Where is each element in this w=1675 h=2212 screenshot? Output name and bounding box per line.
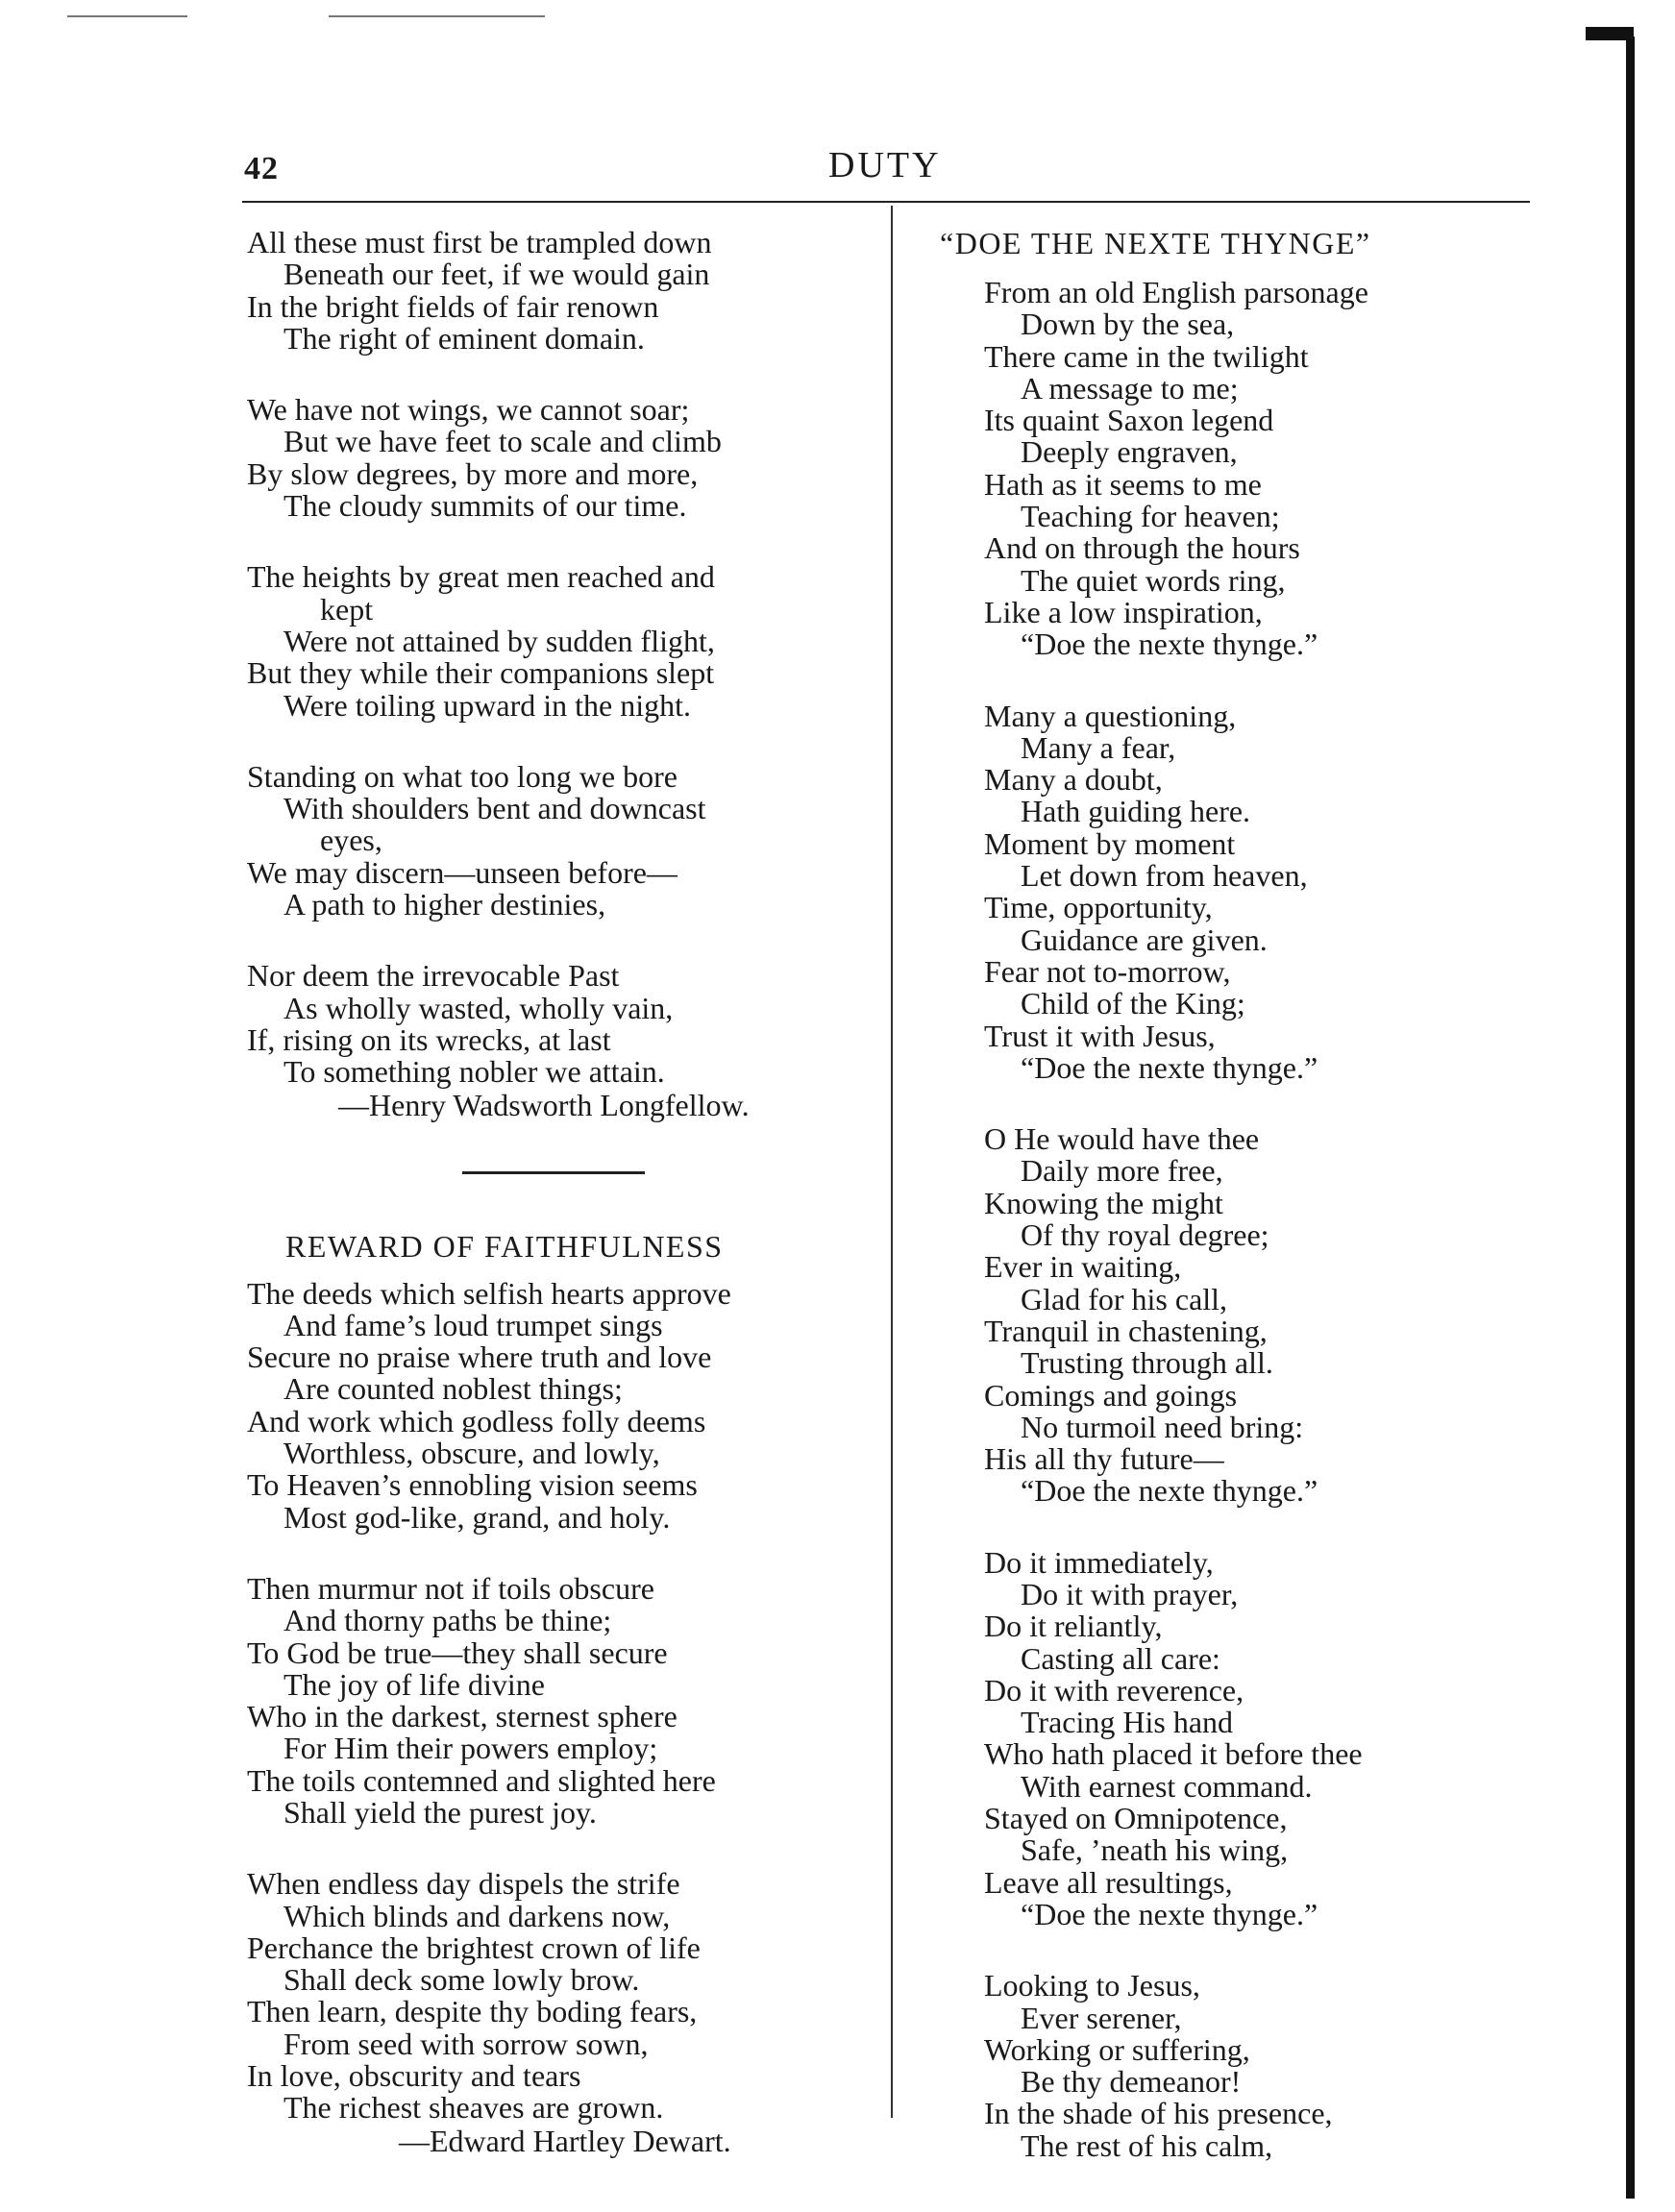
verse-line: Do it with prayer, — [1021, 1576, 1239, 1611]
page-number: 42 — [244, 151, 279, 186]
verse-line: But we have feet to scale and climb — [283, 424, 722, 459]
verse-line: The rest of his calm, — [1021, 2127, 1273, 2163]
stanza — [984, 1544, 1522, 1931]
poem-attribution: —Henry Wadsworth Longfellow. — [338, 1087, 750, 1122]
verse-line: Are counted noblest things; — [283, 1371, 623, 1407]
verse-line: To something nobler we attain. — [283, 1054, 665, 1090]
verse-line: Deeply engraven, — [1021, 434, 1238, 470]
verse-line: And thorny paths be thine; — [283, 1603, 612, 1638]
verse-line: By slow degrees, by more and more, — [247, 455, 699, 491]
verse-line: From an old English parsonage — [984, 275, 1368, 309]
verse-line: In the shade of his presence, — [984, 2096, 1333, 2131]
verse-line: The quiet words ring, — [1021, 562, 1286, 598]
verse-line: Do it reliantly, — [984, 1609, 1163, 1644]
verse-line: We have not wings, we cannot soar; — [247, 392, 690, 428]
stanza — [247, 227, 881, 355]
stanza — [984, 277, 1522, 661]
verse-line: Do it immediately, — [984, 1544, 1214, 1580]
top-rule-left — [67, 15, 187, 17]
verse-line: In the bright fields of fair renown — [247, 288, 659, 324]
verse-line: Were not attained by sudden flight, — [283, 623, 715, 658]
verse-line: Its quaint Saxon legend — [984, 403, 1274, 438]
verse-line: Stayed on Omnipotence, — [984, 1801, 1288, 1836]
verse-line: There came in the twilight — [984, 338, 1309, 374]
stanza — [984, 700, 1522, 1085]
stanza — [247, 394, 881, 522]
verse-line: And on through the hours — [984, 530, 1300, 566]
verse-line: The richest sheaves are grown. — [283, 2090, 664, 2126]
verse-line: Nor deem the irrevocable Past — [247, 958, 620, 994]
verse-line: Moment by moment — [984, 825, 1236, 861]
verse-line: O He would have thee — [984, 1121, 1260, 1157]
binding-edge — [1626, 37, 1635, 2199]
verse-line: “Doe the nexte thynge.” — [1021, 1473, 1318, 1509]
verse-line: Casting all care: — [1021, 1640, 1220, 1676]
stanza — [247, 561, 881, 721]
poem-doe-the-nexte-thynge — [926, 227, 1522, 2162]
verse-line: Glad for his call, — [1021, 1281, 1228, 1316]
verse-line: Many a doubt, — [984, 762, 1163, 798]
verse-line: Tranquil in chastening, — [984, 1313, 1268, 1348]
verse-line: When endless day dispels the strife — [247, 1866, 680, 1902]
verse-line: Child of the King; — [1021, 986, 1245, 1021]
verse-line: The joy of life divine — [283, 1666, 545, 1702]
verse-line: Let down from heaven, — [1021, 858, 1308, 894]
verse-line: If, rising on its wrecks, at last — [247, 1021, 611, 1057]
verse-line: Down by the sea, — [1021, 307, 1235, 342]
verse-line: To God be true—they shall secure — [247, 1634, 668, 1670]
verse-line: Fear not to-morrow, — [984, 953, 1231, 989]
verse-line: Ever serener, — [1021, 2000, 1182, 2035]
verse-line: Many a fear, — [1021, 729, 1176, 765]
verse-line: A message to me; — [1021, 370, 1239, 406]
verse-line: Most god-like, grand, and holy. — [283, 1499, 671, 1535]
verse-line: Daily more free, — [1021, 1153, 1223, 1189]
verse-line: Secure no praise where truth and love — [247, 1339, 712, 1375]
verse-line: For Him their powers employ; — [283, 1731, 658, 1766]
verse-line: The toils contemned and slighted here — [247, 1762, 716, 1798]
verse-line: Shall yield the purest joy. — [283, 1794, 597, 1830]
verse-line: We may discern—unseen before— — [247, 854, 677, 890]
verse-line: Safe, ’neath his wing, — [1021, 1832, 1289, 1868]
poem-title: REWARD OF FAITHFULNESS — [285, 1228, 724, 1264]
verse-line: The cloudy summits of our time. — [283, 488, 687, 524]
verse-line: Teaching for heaven; — [1021, 499, 1280, 534]
stanza — [247, 1570, 881, 1830]
verse-line: “Doe the nexte thynge.” — [1021, 1896, 1318, 1931]
verse-line: Were toiling upward in the night. — [283, 687, 691, 723]
verse-line: Tracing His hand — [1021, 1705, 1234, 1740]
left-column — [247, 227, 881, 2157]
poem-stanzas — [247, 1275, 881, 2126]
verse-line: Guidance are given. — [1021, 922, 1268, 957]
verse-line: Hath as it seems to me — [984, 466, 1262, 502]
section-divider-ornament — [462, 1171, 645, 1174]
stanza — [984, 1123, 1522, 1508]
verse-line: And work which godless folly deems — [247, 1403, 706, 1438]
poem-longfellow — [247, 227, 881, 1121]
header-rule — [242, 201, 1530, 203]
verse-line: With earnest command. — [1021, 1768, 1313, 1804]
verse-line: Leave all resultings, — [984, 1864, 1233, 1900]
poem-stanzas — [926, 277, 1522, 2162]
top-rule-right — [329, 15, 545, 17]
verse-line: Trust it with Jesus, — [984, 1018, 1216, 1053]
verse-line: No turmoil need bring: — [1021, 1409, 1304, 1444]
verse-line: Be thy demeanor! — [1021, 2064, 1242, 2100]
stanza — [247, 960, 881, 1088]
verse-line: In love, obscurity and tears — [247, 2058, 581, 2094]
verse-line: Knowing the might — [984, 1185, 1223, 1220]
verse-line: A path to higher destinies, — [283, 887, 606, 922]
verse-line: And fame’s loud trumpet sings — [283, 1307, 663, 1342]
verse-line: Do it with reverence, — [984, 1672, 1244, 1708]
verse-line: Trusting through all. — [1021, 1345, 1273, 1381]
verse-line: kept — [320, 591, 374, 627]
verse-line: Shall deck some lowly brow. — [283, 1962, 640, 1998]
right-column — [926, 227, 1522, 2201]
verse-line: Working or suffering, — [984, 2031, 1250, 2067]
verse-line: Comings and goings — [984, 1377, 1238, 1413]
stanza — [984, 1970, 1522, 2162]
verse-line: Like a low inspiration, — [984, 594, 1263, 629]
verse-line: As wholly wasted, wholly vain, — [283, 990, 674, 1025]
verse-line: To Heaven’s ennobling vision seems — [247, 1467, 698, 1503]
verse-line: Many a questioning, — [984, 698, 1237, 733]
poem-title: “DOE THE NEXTE THYNGE” — [940, 226, 1371, 260]
stanza — [247, 758, 881, 922]
verse-line: Of thy royal degree; — [1021, 1217, 1269, 1253]
verse-line: With shoulders bent and downcast — [283, 791, 706, 826]
verse-line: But they while their companions slept — [247, 655, 715, 691]
verse-line: Beneath our feet, if we would gain — [283, 257, 710, 292]
verse-line: Looking to Jesus, — [984, 1968, 1200, 2003]
verse-line: Which blinds and darkens now, — [283, 1898, 671, 1933]
verse-line: Time, opportunity, — [984, 890, 1213, 925]
verse-line: Then learn, despite thy boding fears, — [247, 1994, 698, 2029]
verse-line: All these must first be trampled down — [247, 225, 712, 259]
stanza — [247, 1275, 881, 1535]
verse-line: Perchance the brightest crown of life — [247, 1929, 701, 1965]
verse-line: Hath guiding here. — [1021, 794, 1251, 829]
verse-line: Standing on what too long we bore — [247, 758, 677, 794]
verse-line: The heights by great men reached and — [247, 559, 715, 595]
verse-line: His all thy future— — [984, 1441, 1224, 1477]
verse-line: The deeds which selfish hearts approve — [247, 1275, 731, 1311]
verse-line: “Doe the nexte thynge.” — [1021, 627, 1318, 662]
verse-line: Who hath placed it before thee — [984, 1736, 1363, 1772]
verse-line: The right of eminent domain. — [283, 320, 645, 356]
verse-line: From seed with sorrow sown, — [283, 2026, 649, 2061]
verse-line: Worthless, obscure, and lowly, — [283, 1436, 660, 1471]
poem-attribution: —Edward Hartley Dewart. — [399, 2123, 731, 2158]
running-head: DUTY — [828, 145, 942, 185]
verse-line: “Doe the nexte thynge.” — [1021, 1049, 1318, 1085]
verse-line: Then murmur not if toils obscure — [247, 1570, 654, 1606]
poem-stanzas — [247, 227, 881, 1089]
column-divider — [891, 206, 893, 2118]
stanza — [247, 1868, 881, 2124]
verse-line: Who in the darkest, sternest sphere — [247, 1699, 677, 1734]
verse-line: Ever in waiting, — [984, 1249, 1182, 1285]
verse-line: eyes, — [320, 823, 382, 858]
poem-reward-of-faithfulness — [247, 1230, 881, 2157]
